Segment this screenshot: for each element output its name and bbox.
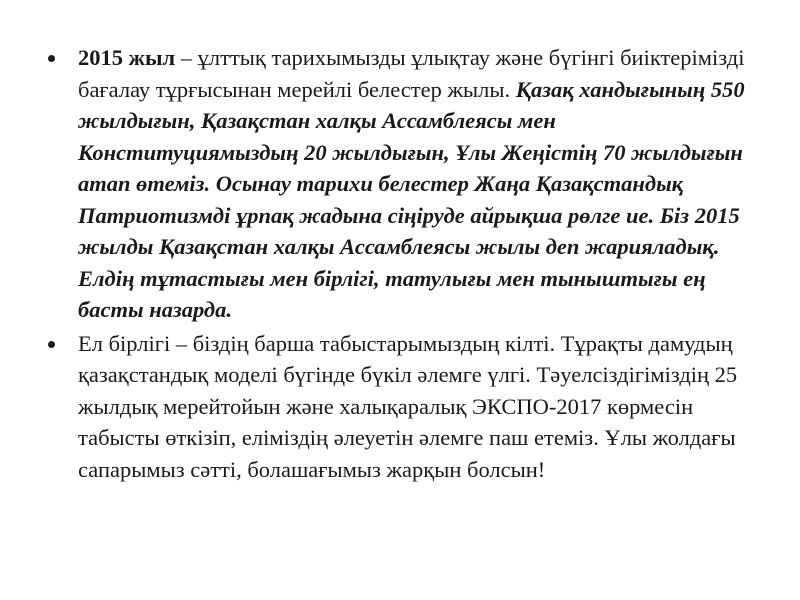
bullet-dot-icon bbox=[48, 341, 55, 348]
bullet-regular-text: Ел бірлігі – біздің барша табыстарымыздың кілті. Тұрақты дамудың қазақстандық моделі бүгінде бүкіл әлемге үлгі. Тәуелсіздігіміздің 25 жылдық мерейтойын және халықаралық ЭКСПО-2017 көрмесін табысты өткізіп, еліміздің әлеуетін әлемге паш етеміз. Ұлы жолдағы сапарымыз сәтті, болашағымыз жарқын болсын! bbox=[78, 330, 738, 482]
bullet-dot-icon bbox=[48, 55, 55, 62]
bullet-lead-text: 2015 жыл bbox=[78, 45, 176, 70]
bullet-regular-text: – ұлттық тарихымызды ұлықтау және бүгінгі биіктерімізді бағалау тұрғысынан мерейлі белестер жылы. bbox=[78, 45, 745, 102]
bullet-list bbox=[46, 42, 746, 487]
bullet-item-2015 bbox=[46, 42, 746, 326]
bullet-item-unity bbox=[46, 328, 746, 486]
bullet-emphasis-text: Қазақ хандығының 550 жылдығын, Қазақстан халқы Ассамблеясы мен Конституциямыздың 20 жылдығын, Ұлы Жеңістің 70 жылдығын атап өтеміз. Осынау тарихи белестер Жаңа Қазақстандық Патриотизмді ұрпақ жадына сіңіруде айрықша рөлге ие. Біз 2015 жылды Қазақстан халқы Ассамблеясы жылы деп жарияладық. Елдің тұтастығы мен бірлігі, татулығы мен тыныштығы ең басты назарда. bbox=[78, 76, 745, 322]
